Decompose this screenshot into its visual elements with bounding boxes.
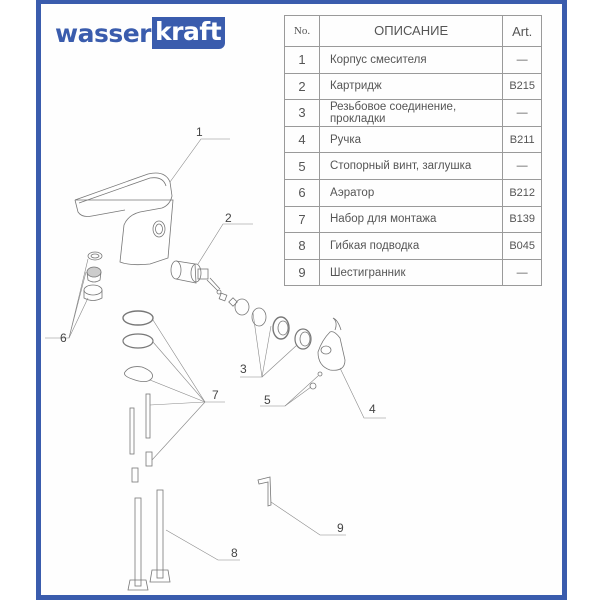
cell-description: Набор для монтажа: [319, 206, 502, 233]
header-no: No.: [285, 16, 320, 47]
brand-logo-text: wasser: [55, 18, 152, 48]
cell-description: Ручка: [319, 126, 502, 153]
cell-no: 2: [285, 73, 320, 100]
gaskets-drawing: [219, 293, 311, 349]
callout-8: 8: [231, 546, 238, 560]
cell-no: 9: [285, 259, 320, 286]
cell-no: 7: [285, 206, 320, 233]
cell-no: 4: [285, 126, 320, 153]
cell-art: —: [503, 259, 542, 286]
header-art: Art.: [503, 16, 542, 47]
cell-no: 5: [285, 153, 320, 180]
cell-art: B139: [503, 206, 542, 233]
cartridge-drawing: [171, 261, 221, 294]
cell-art: —: [503, 153, 542, 180]
cell-art: B045: [503, 233, 542, 260]
set-screw-drawing: [310, 372, 322, 389]
cell-no: 3: [285, 100, 320, 127]
cell-no: 1: [285, 47, 320, 74]
cell-art: —: [503, 100, 542, 127]
hex-key-drawing: [258, 477, 271, 506]
callout-2: 2: [225, 211, 232, 225]
flexible-hoses-drawing: [128, 490, 170, 590]
cell-no: 8: [285, 233, 320, 260]
handle-drawing: [318, 318, 345, 370]
cell-description: Гибкая подводка: [319, 233, 502, 260]
callout-9: 9: [337, 521, 344, 535]
cell-description: Резьбовое соединение, прокладки: [319, 100, 502, 127]
cell-description: Картридж: [319, 73, 502, 100]
cell-description: Шестигранник: [319, 259, 502, 286]
callout-3: 3: [240, 362, 247, 376]
callout-5: 5: [264, 393, 271, 407]
header-description: ОПИСАНИЕ: [319, 16, 502, 47]
cell-description: Аэратор: [319, 179, 502, 206]
cell-art: —: [503, 47, 542, 74]
callout-6: 6: [60, 331, 67, 345]
faucet-body-drawing: [75, 173, 173, 265]
cell-art: B211: [503, 126, 542, 153]
aerator-drawing: [84, 252, 102, 301]
callout-1: 1: [196, 125, 203, 139]
mounting-kit-drawing: [123, 311, 153, 482]
callout-4: 4: [369, 402, 376, 416]
brand-logo-highlight: kraft: [152, 17, 225, 49]
callout-7: 7: [212, 388, 219, 402]
cell-description: Стопорный винт, заглушка: [319, 153, 502, 180]
cell-no: 6: [285, 179, 320, 206]
cell-art: B215: [503, 73, 542, 100]
cell-description: Корпус смесителя: [319, 47, 502, 74]
cell-art: B212: [503, 179, 542, 206]
